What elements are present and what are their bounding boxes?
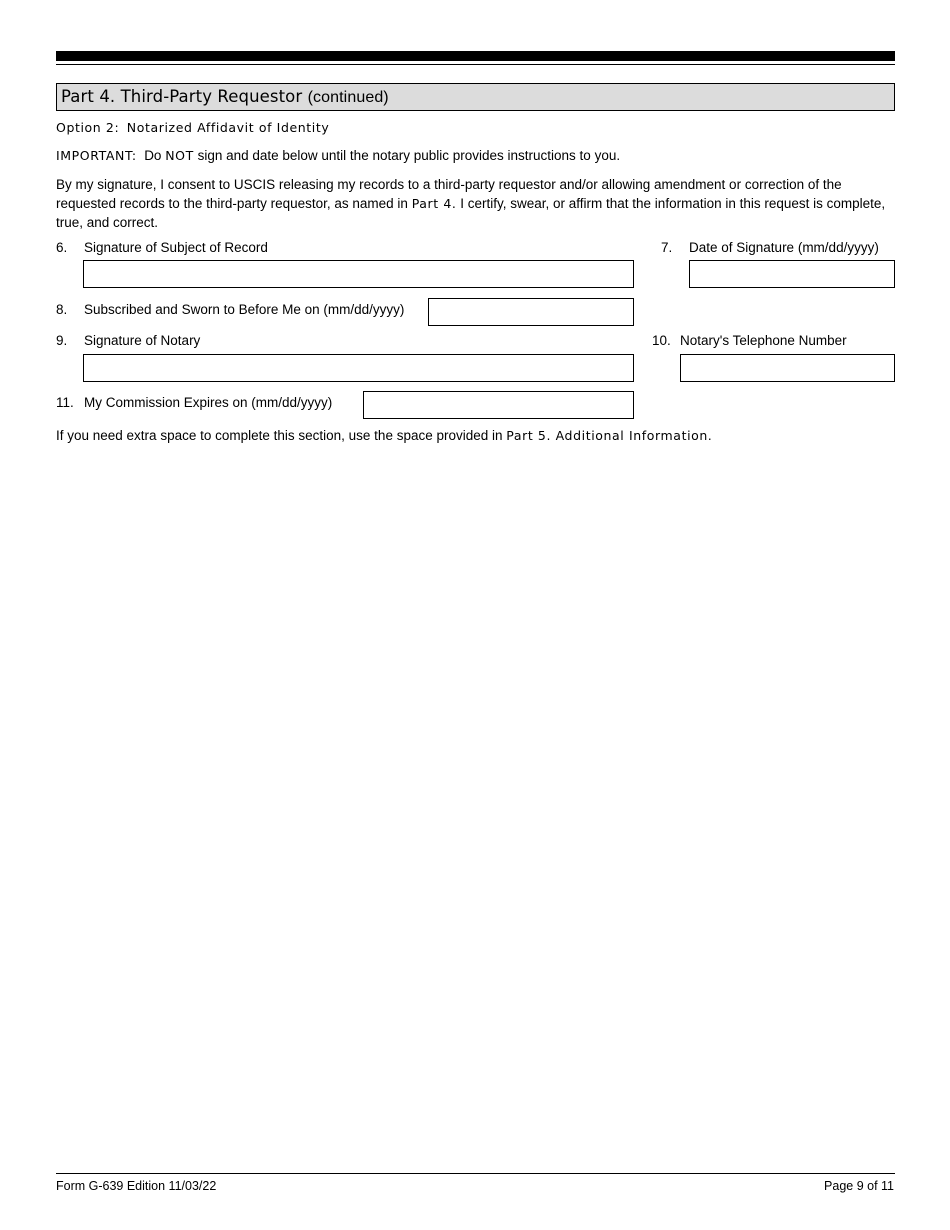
field-9-label: Signature of Notary (84, 333, 201, 348)
important-text-b: sign and date below until the notary public provides instructions to you. (193, 148, 621, 163)
field-7-number: 7. (661, 240, 673, 255)
part-continued: (continued) (307, 89, 389, 106)
extra-space-ref: Part 5. Additional Information (506, 428, 708, 443)
notary-signature-field[interactable] (83, 354, 634, 382)
option-heading (56, 120, 329, 135)
option-title: Notarized Affidavit of Identity (126, 120, 330, 135)
field-7-label: Date of Signature (mm/dd/yyyy) (689, 240, 879, 255)
field-9-number: 9. (56, 333, 68, 348)
consent-text-a: By my signature, I consent to USCIS releasing my records to a third-party requestor and/or allowing amendment or correction of the requested records to the third-party requestor, as named in (56, 177, 842, 211)
top-rule-thick (56, 51, 895, 61)
signature-date-field[interactable] (689, 260, 895, 288)
field-6-number: 6. (56, 240, 68, 255)
extra-space-text-a: If you need extra space to complete this section, use the space provided in (56, 428, 507, 443)
field-8-label: Subscribed and Sworn to Before Me on (mm/dd/yyyy) (84, 302, 405, 317)
field-6-label: Signature of Subject of Record (84, 240, 268, 255)
important-text-a: Do (144, 148, 166, 163)
consent-paragraph (56, 175, 895, 232)
commission-expiry-field[interactable] (363, 391, 634, 419)
field-8-number: 8. (56, 302, 68, 317)
field-11-label: My Commission Expires on (mm/dd/yyyy) (84, 395, 333, 410)
notary-phone-field[interactable] (680, 354, 895, 382)
consent-text-b: I certify, swear, or affirm that the information in this request is complete, true, and correct. (56, 196, 886, 230)
sworn-date-field[interactable] (428, 298, 634, 326)
extra-space-note (56, 428, 712, 443)
important-label: IMPORTANT: (56, 148, 137, 163)
field-11-number: 11. (56, 395, 74, 410)
important-not: NOT (165, 148, 194, 163)
part-title: Part 4. Third-Party Requestor (61, 87, 303, 106)
consent-part-ref: Part 4. (411, 196, 457, 211)
footer-rule (56, 1173, 895, 1174)
page-number: Page 9 of 11 (824, 1179, 894, 1193)
extra-space-text-b: . (707, 428, 712, 443)
part-4-header (56, 83, 895, 111)
important-notice (56, 148, 620, 163)
subject-signature-field[interactable] (83, 260, 634, 288)
option-label: Option 2: (56, 120, 120, 135)
field-10-label: Notary's Telephone Number (680, 333, 847, 348)
form-edition: Form G-639 Edition 11/03/22 (56, 1179, 217, 1193)
field-10-number: 10. (652, 333, 671, 348)
top-rule-thin (56, 64, 895, 65)
